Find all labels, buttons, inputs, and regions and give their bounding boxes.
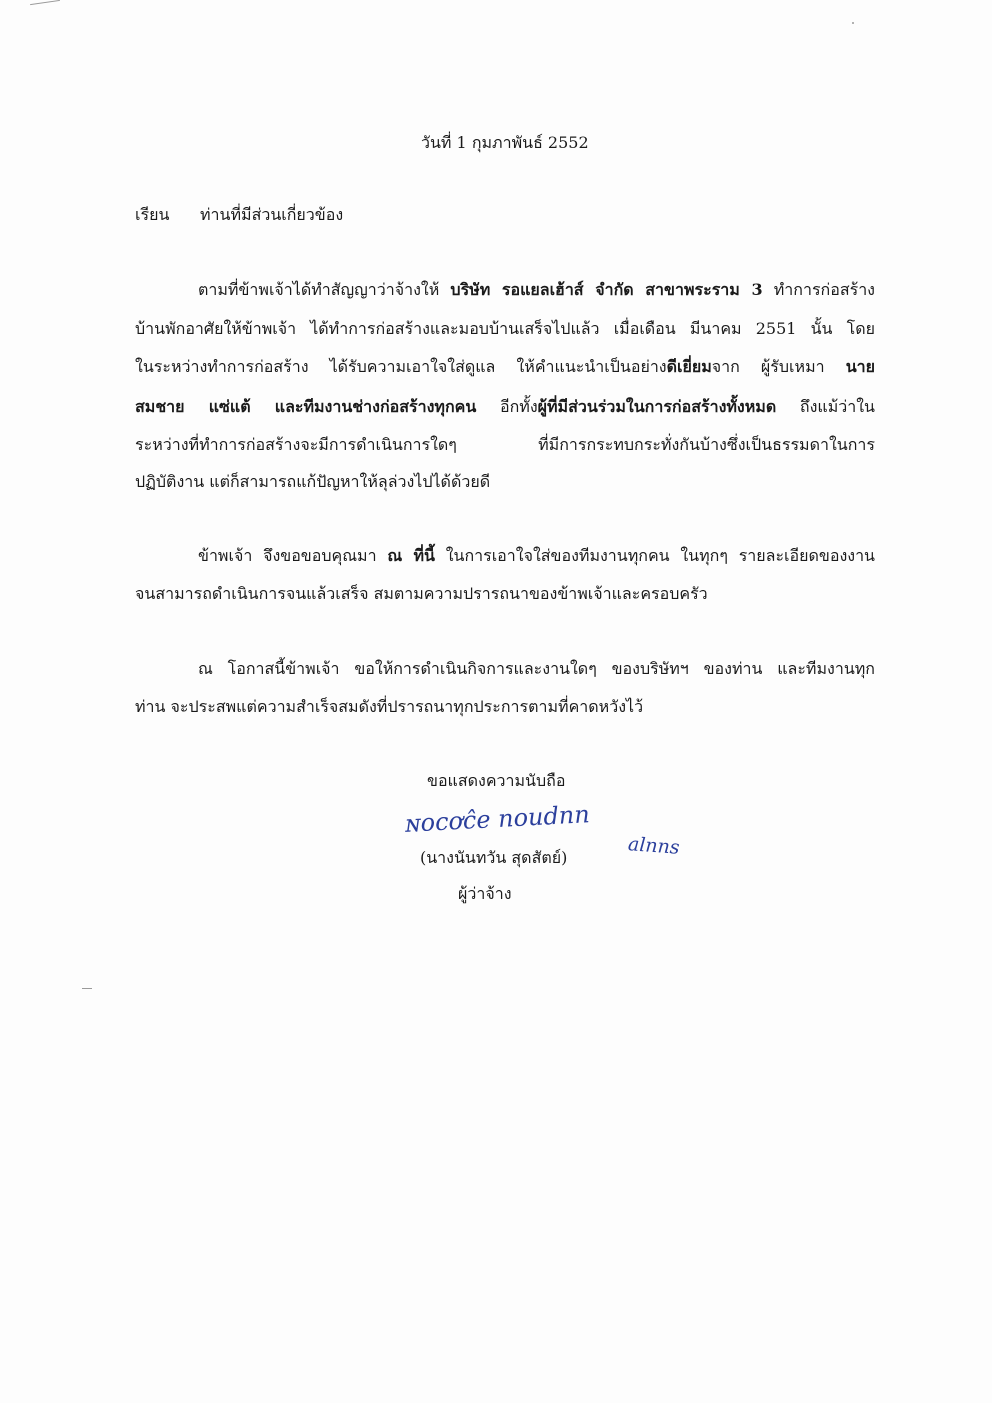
scan-mark-top [30, 0, 60, 5]
letter-date: วันที่ 1 กุมภาพันธ์ 2552 [421, 133, 589, 152]
p1-l3-emphasis: ดีเยี่ยม [666, 357, 712, 376]
p2-l1-end: ในการเอาใจใส่ของทีมงานทุกคน ในทุกๆ รายละเอียดของงาน [434, 546, 875, 565]
p1-l4-emphasis: ผู้ที่มีส่วนร่วมในการก่อสร้างทั้งหมด [537, 397, 777, 416]
paragraph-1-line-5: ระหว่างที่ทำการก่อสร้างจะมีการดำเนินการใดๆ ที่มีการกระทบกระทั่งกันบ้างซึ่งเป็นธรรมดาในการ [135, 435, 875, 454]
paragraph-1-line-2: บ้านพักอาศัยให้ข้าพเจ้า ได้ทำการก่อสร้างและมอบบ้านเสร็จไปแล้ว เมื่อเดือน มีนาคม 2551 นั้น โดย [135, 319, 875, 338]
p1-l4-end: ถึงแม้ว่าใน [776, 397, 875, 416]
salutation-label: เรียน [135, 205, 170, 224]
p1-l4-text: อีกทั้ง [476, 397, 538, 416]
paragraph-1-line-6: ปฏิบัติงาน แต่ก็สามารถแก้ปัญหาให้ลุล่วงไปได้ด้วยดี [135, 472, 491, 491]
p1-l3-contractor: จาก ผู้รับเหมา [711, 357, 846, 376]
p1-l1-text: ตามที่ข้าพเจ้าได้ทำสัญญาว่าจ้างให้ [198, 280, 451, 299]
paragraph-3-line-2: ท่าน จะประสพแต่ความสำเร็จสมดังที่ปรารถนาทุกประการตามที่คาดหวังไว้ [135, 697, 644, 716]
signer-role: ผู้ว่าจ้าง [458, 884, 512, 903]
handwritten-signature-mark: alnns [627, 833, 681, 859]
scan-mark-dot [852, 22, 854, 24]
paragraph-3-line-1: ณ โอกาสนี้ข้าพเจ้า ขอให้การดำเนินกิจการและงานใดๆ ของบริษัทฯ ของท่าน และทีมงานทุก [198, 659, 875, 678]
paragraph-1-line-3 [135, 356, 875, 378]
paragraph-1-line-1 [198, 279, 875, 301]
contractor-name: สมชาย แซ่แต้ และทีมงานช่างก่อสร้างทุกคน [135, 397, 477, 416]
p2-l1-text: ข้าพเจ้า จึงขอขอบคุณมา [198, 546, 388, 565]
closing-text: ขอแสดงความนับถือ [427, 771, 566, 790]
scan-mark-left [82, 988, 92, 989]
p1-l3-title: นาย [845, 357, 875, 376]
p1-l3-text: ในระหว่างทำการก่อสร้าง ได้รับความเอาใจใส่ดูแล ให้คำแนะนำเป็นอย่าง [135, 357, 667, 376]
paragraph-2-line-1 [198, 545, 875, 567]
p2-l1-emphasis: ณ ที่นี้ [387, 546, 435, 565]
handwritten-signature: ɴocơĉe noudnn [404, 800, 591, 838]
paragraph-1-line-4 [135, 396, 875, 418]
company-name: บริษัท รอแยลเฮ้าส์ จำกัด สาขาพระราม 3 [450, 280, 763, 299]
signer-name: (นางนันทวัน สุดสัตย์) [420, 848, 568, 867]
p1-l1-end: ทำการก่อสร้าง [762, 280, 875, 299]
paragraph-2-line-2: จนสามารถดำเนินการจนแล้วเสร็จ สมตามความปรารถนาของข้าพเจ้าและครอบครัว [135, 584, 708, 603]
salutation-recipient: ท่านที่มีส่วนเกี่ยวข้อง [200, 205, 344, 224]
